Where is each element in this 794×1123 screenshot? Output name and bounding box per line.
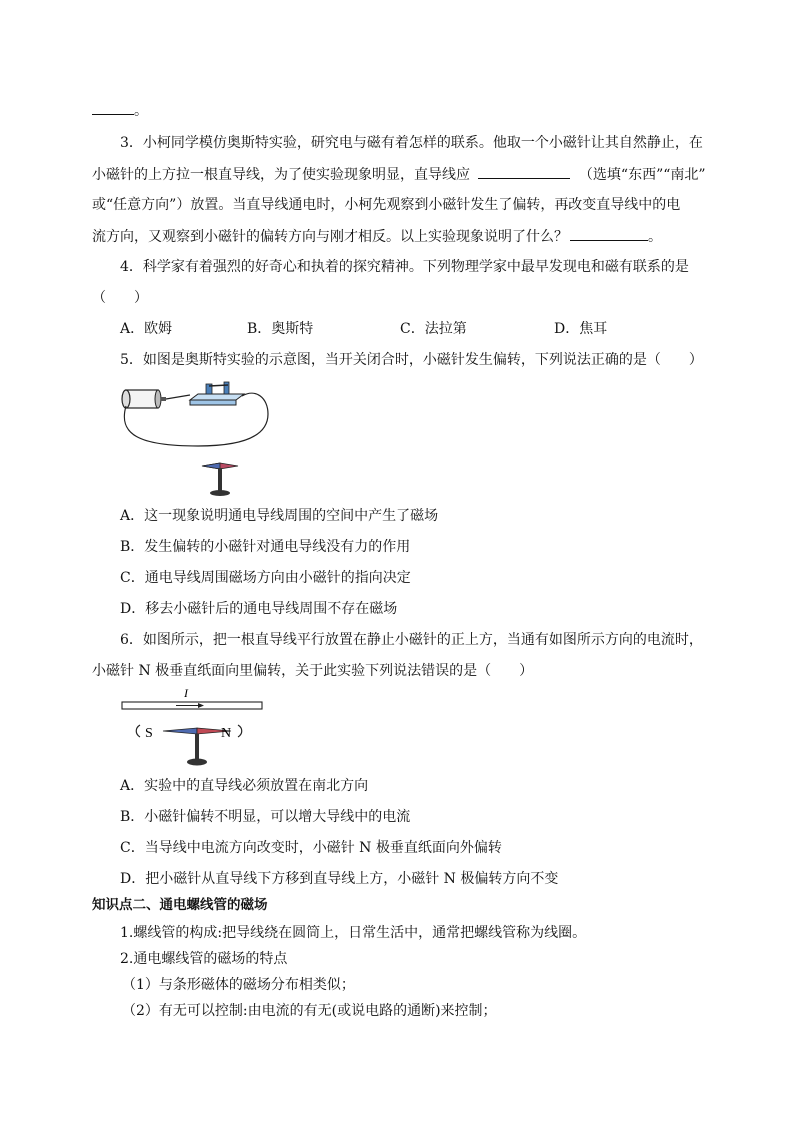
q6-option-d: D．把小磁针从直导线下方移到直导线上方，小磁针 N 极偏转方向不变 [120, 871, 559, 887]
q6-option-c: C．当导线中电流方向改变时，小磁针 N 极垂直纸面向外偏转 [120, 840, 502, 856]
q6-line-1: 6．如图所示，把一根直导线平行放置在静止小磁针的正上方，当通有如图所示方向的电流时， [120, 632, 703, 648]
q6-line-2: 小磁针 N 极垂直纸面向里偏转，关于此实验下列说法错误的是（ ） [92, 663, 534, 679]
q5-option-a: A．这一现象说明通电导线周围的空间中产生了磁场 [120, 508, 439, 524]
q6-option-b: B．小磁针偏转不明显，可以增大导线中的电流 [120, 809, 411, 825]
q3-line-2: 小磁针的上方拉一根直导线，为了使实验现象明显，直导线应 （选填“东西”“南北” [92, 164, 706, 185]
q4-option-a: A．欧姆 [120, 321, 173, 337]
switch-icon [190, 382, 244, 405]
section-paragraph-3: （1）与条形磁体的磁场分布相类似； [122, 977, 355, 993]
section-paragraph-2: 2.通电螺线管的磁场的特点 [120, 951, 288, 967]
section-paragraph-4: （2）有无可以控制:由电流的有无(或说电路的通断)来控制； [122, 1003, 497, 1019]
oersted-experiment-figure [118, 374, 278, 500]
rotate-left-icon [136, 725, 140, 737]
q5-option-b: B．发生偏转的小磁针对通电导线没有力的作用 [120, 539, 411, 555]
answer-blank [92, 100, 134, 115]
q5-option-d: D．移去小磁针后的通电导线周围不存在磁场 [120, 601, 398, 617]
answer-blank [570, 226, 648, 241]
q4-option-b: B．奥斯特 [247, 321, 314, 337]
section-title: 知识点二、通电螺线管的磁场 [92, 897, 268, 913]
current-label: I [184, 686, 188, 700]
section-paragraph-1: 1.螺线管的构成:把导线绕在圆筒上，日常生活中，通常把螺线管称为线圈。 [120, 925, 587, 941]
q5-stem: 5．如图是奥斯特实验的示意图，当开关闭合时，小磁针发生偏转，下列说法正确的是（ ） [120, 352, 703, 368]
q4-line-2: （ ） [92, 290, 148, 306]
q4-line-1: 4．科学家有着强烈的好奇心和执着的探究精神。下列物理学家中最早发现电和磁有联系的是 [120, 259, 689, 275]
q4-option-c: C．法拉第 [400, 321, 467, 337]
q3-line-4: 流方向，又观察到小磁针的偏转方向与刚才相反。以上实验现象说明了什么？ 。 [92, 226, 662, 247]
s-pole-label: S [145, 726, 153, 741]
compass-needle-icon [202, 463, 238, 496]
answer-blank [478, 164, 570, 179]
q4-option-d: D．焦耳 [554, 321, 608, 337]
q3-line-1: 3．小柯同学模仿奥斯特实验，研究电与磁有着怎样的联系。他取一个小磁针让其自然静止，在 [120, 135, 703, 151]
battery-icon [122, 390, 166, 408]
compass-base [187, 759, 207, 766]
q6-option-a: A．实验中的直导线必须放置在南北方向 [120, 778, 369, 794]
n-pole-label: N [221, 726, 232, 741]
rotate-right-icon [238, 725, 242, 737]
prev-answer-line: 。 [92, 100, 148, 121]
wire-compass-figure [118, 684, 268, 770]
q5-option-c: C．通电导线周围磁场方向由小磁针的指向决定 [120, 570, 411, 586]
q3-line-3: 或“任意方向”）放置。当直导线通电时，小柯先观察到小磁针发生了偏转，再改变直导线中的电 [92, 197, 681, 213]
compass-stand [195, 734, 199, 760]
needle-south-half [163, 728, 197, 734]
